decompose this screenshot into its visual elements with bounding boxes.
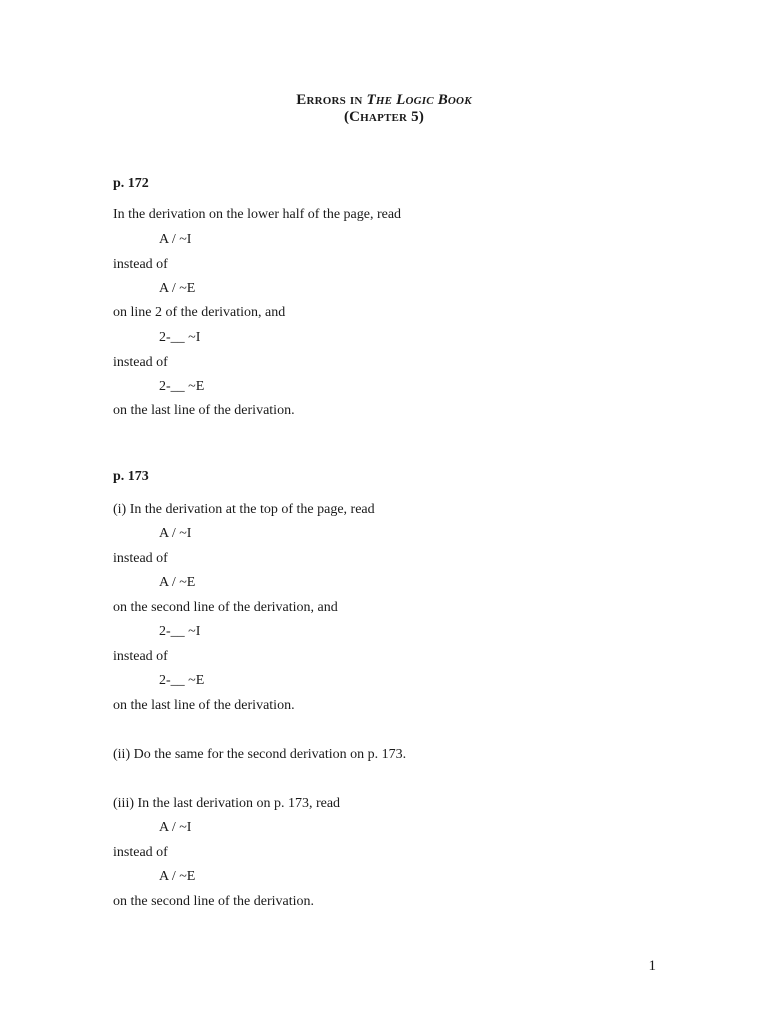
- chapter-label: (Chapter 5): [343, 109, 425, 125]
- rule-line: A / ~I: [159, 820, 192, 835]
- document-title: [0, 92, 768, 109]
- rule-line: 2-__ ~E: [159, 673, 205, 688]
- rule-line: A / ~E: [159, 575, 196, 590]
- body-line: instead of: [113, 649, 168, 664]
- page-number: 1: [648, 958, 656, 974]
- rule-line: A / ~I: [159, 232, 192, 247]
- body-line: on the last line of the derivation.: [113, 403, 295, 418]
- chapter-subtitle: [0, 109, 768, 126]
- body-line: instead of: [113, 845, 168, 860]
- body-line: (i) In the derivation at the top of the page, read: [113, 502, 375, 517]
- body-line: (iii) In the last derivation on p. 173, read: [113, 796, 341, 811]
- body-line: instead of: [113, 551, 168, 566]
- title-lead: Errors in: [296, 92, 367, 108]
- body-line: In the derivation on the lower half of the page, read: [113, 207, 402, 222]
- body-line: on the second line of the derivation.: [113, 894, 314, 909]
- section-heading-p172: p. 172: [113, 176, 149, 191]
- rule-line: A / ~I: [159, 526, 192, 541]
- section-heading-p173: p. 173: [113, 469, 149, 484]
- body-line: (ii) Do the same for the second derivation on p. 173.: [113, 747, 407, 762]
- rule-line: A / ~E: [159, 281, 196, 296]
- rule-line: 2-__ ~I: [159, 624, 201, 639]
- body-line: on the last line of the derivation.: [113, 698, 295, 713]
- body-line: on the second line of the derivation, and: [113, 600, 338, 615]
- rule-line: 2-__ ~I: [159, 330, 201, 345]
- rule-line: A / ~E: [159, 869, 196, 884]
- body-line: instead of: [113, 355, 168, 370]
- book-title: The Logic Book: [366, 92, 472, 108]
- rule-line: 2-__ ~E: [159, 379, 205, 394]
- body-line: instead of: [113, 257, 168, 272]
- body-line: on line 2 of the derivation, and: [113, 305, 286, 320]
